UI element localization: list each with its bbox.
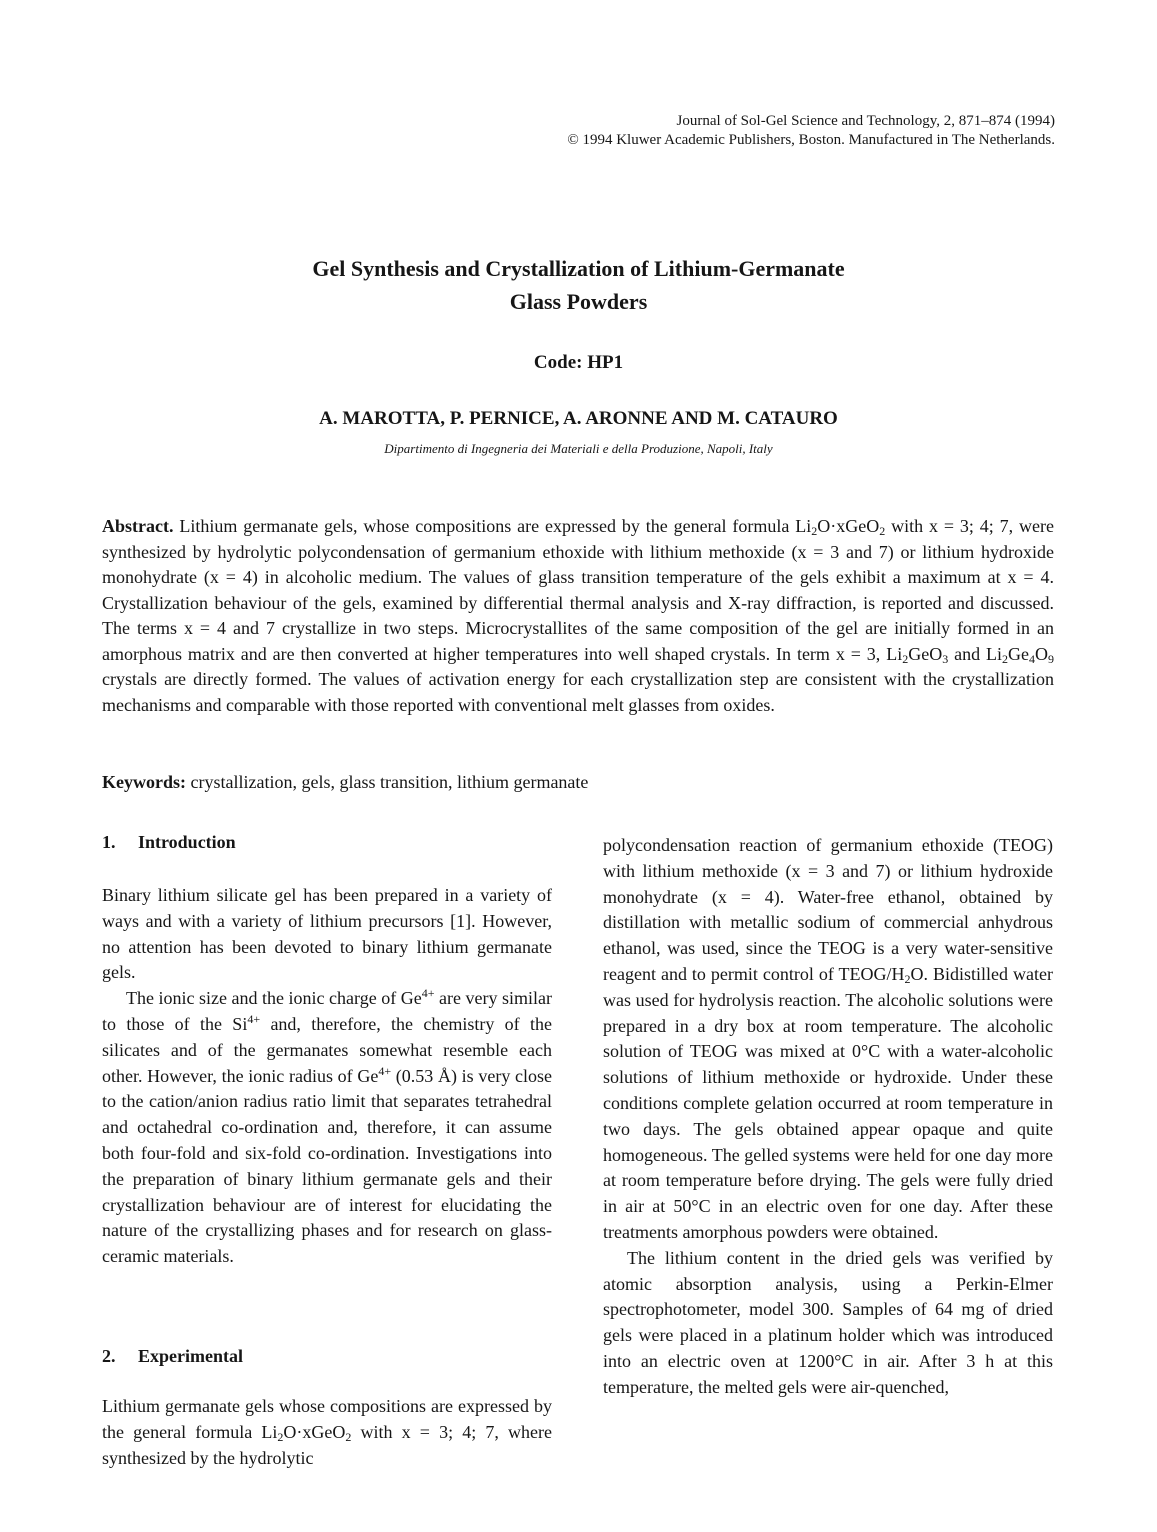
subscript: 2 [879,524,886,538]
paragraph-text: Lithium germanate gels whose compositions are expressed by the general formula Li [102,1396,552,1442]
section-title: Experimental [138,1346,243,1366]
experimental-body-left [102,1394,552,1471]
paragraph: The lithium content in the dried gels was verified by atomic absorption analysis, using a Perkin-Elmer spectrophotometer, model 300. Samples of 64 mg of dried gels were placed in a platinum holder which was introduced into an electric oven at 1200°C in air. After 3 h at this temperature, the melted gels were air-quenched, [603,1247,1053,1397]
abstract-text: O [1035,643,1048,664]
paragraph-text: with x = 3; 4; 7, where synthesized by the hydrolytic [102,1421,552,1468]
abstract-text: and Li [948,643,1002,664]
journal-citation: Journal of Sol-Gel Science and Technology, 2, 871–874 (1994) [676,113,1055,129]
paragraph: Binary lithium silicate gel has been prepared in a variety of ways and with a variety of lithium precursors [1]. However, no attention has been devoted to binary lithium germanate gels. [102,885,552,983]
paper-title [0,252,1157,318]
abstract-text: Ge [1008,643,1029,664]
title-line-2: Glass Powders [509,289,648,314]
abstract-text: O·xGeO [817,516,880,536]
title-line-1: Gel Synthesis and Crystallization of Lithium-Germanate [312,256,845,281]
abstract-label: Abstract. [102,516,174,536]
keywords [102,770,1054,795]
paragraph [102,1394,552,1471]
paragraph-text: O·xGeO [283,1421,346,1442]
paragraph-text: are very similar to those of the Si [102,988,552,1034]
section-heading-introduction [102,832,552,853]
subscript: 4 [1029,651,1035,666]
subscript: 2 [904,971,911,986]
experimental-body-right [603,833,1053,1401]
abstract-text: Lithium germanate gels, whose compositions are expressed by the general formula Li [179,516,812,536]
subscript: 2 [277,1429,284,1444]
paragraph [102,986,552,1270]
subscript: 3 [942,651,949,666]
author-list: A. MAROTTA, P. PERNICE, A. ARONNE AND M. CATAURO [319,408,838,429]
introduction-body [102,883,552,1270]
paragraph [603,833,1053,1246]
paragraph-text: (0.53 Å) is very close to the cation/anion radius ratio limit that separates tetrahedral and octahedral co-ordination and, therefore, it can assume both four-fold and six-fold co-ordination. Investigations into the preparation of binary lithium germanate gels and their crystallization behaviour are of interest for elucidating the nature of the crystallizing phases and for research on glass-ceramic materials. [102,1065,552,1267]
abstract [102,514,1054,718]
section-title: Introduction [138,832,236,852]
subscript: 2 [811,524,818,538]
keywords-label: Keywords: [102,772,186,792]
abstract-text: crystals are directly formed. The values of activation energy for each crystallization step are consistent with the crystallization mechanisms and comparable with those reported with conventional melt glasses from oxides. [102,669,1054,715]
superscript: 4+ [378,1063,392,1078]
affiliation: Dipartimento di Ingegneria dei Materiali e della Produzione, Napoli, Italy [384,441,773,456]
subscript: 2 [902,651,909,666]
abstract-text: GeO [908,643,943,664]
section-number: 2. [102,1346,116,1366]
subscript: 2 [1002,651,1008,666]
superscript: 4+ [421,986,435,1001]
paragraph-text: and, therefore, the chemistry of the silicates and of the germanates somewhat resemble each other. However, the ionic radius of Ge [102,1013,552,1086]
abstract-text: with x = 3; 4; 7, were synthesized by hydrolytic polycondensation of germanium ethoxide with lithium methoxide (x = 3 and 7) or lithium hydroxide monohydrate (x = 4) in alcoholic medium. The values of glass transition temperature of the gels exhibit a maximum at x = 4. Crystallization behaviour of the gels, examined by differential thermal analysis and X-ray diffraction, is reported and discussed. The terms x = 4 and 7 crystallize in two steps. Microcrystallites of the same composition of the gel are initially formed in an amorphous matrix and are then converted at higher temperatures into well shaped crystals. In term x = 3, Li [102,516,1054,664]
superscript: 4+ [247,1011,261,1026]
paragraph-text: O. Bidistilled water was used for hydrolysis reaction. The alcoholic solutions were prepared in a dry box at room temperature. The alcoholic solution of TEOG was mixed at 0°C with a water-alcoholic solutions of lithium methoxide or hydroxide. Under these conditions complete gelation occurred at room temperature in two days. The gels obtained appear opaque and quite homogeneous. The gelled systems were held for one day more at room temperature before drying. The gels were fully dried in air at 50°C in an electric oven for one day. After these treatments amorphous powders were obtained. [603,963,1053,1242]
subscript: 2 [345,1429,352,1444]
section-number: 1. [102,832,116,852]
paragraph-text: polycondensation reaction of germanium ethoxide (TEOG) with lithium methoxide (x = 3 and 7) or lithium hydroxide monohydrate (x = 4). Water-free ethanol, obtained by distillation with metallic sodium of commercial anhydrous ethanol, was used, since the TEOG is a very water-sensitive reagent and to permit control of TEOG/H [603,835,1053,984]
paragraph-text: The ionic size and the ionic charge of Ge [126,988,422,1009]
journal-header [567,112,1055,150]
section-heading-experimental [102,1346,552,1367]
paper-code: Code: HP1 [533,352,624,373]
subscript: 9 [1048,651,1054,666]
keywords-text: crystallization, gels, glass transition, lithium germanate [186,772,589,792]
copyright-notice: © 1994 Kluwer Academic Publishers, Boston. Manufactured in The Netherlands. [567,132,1055,148]
